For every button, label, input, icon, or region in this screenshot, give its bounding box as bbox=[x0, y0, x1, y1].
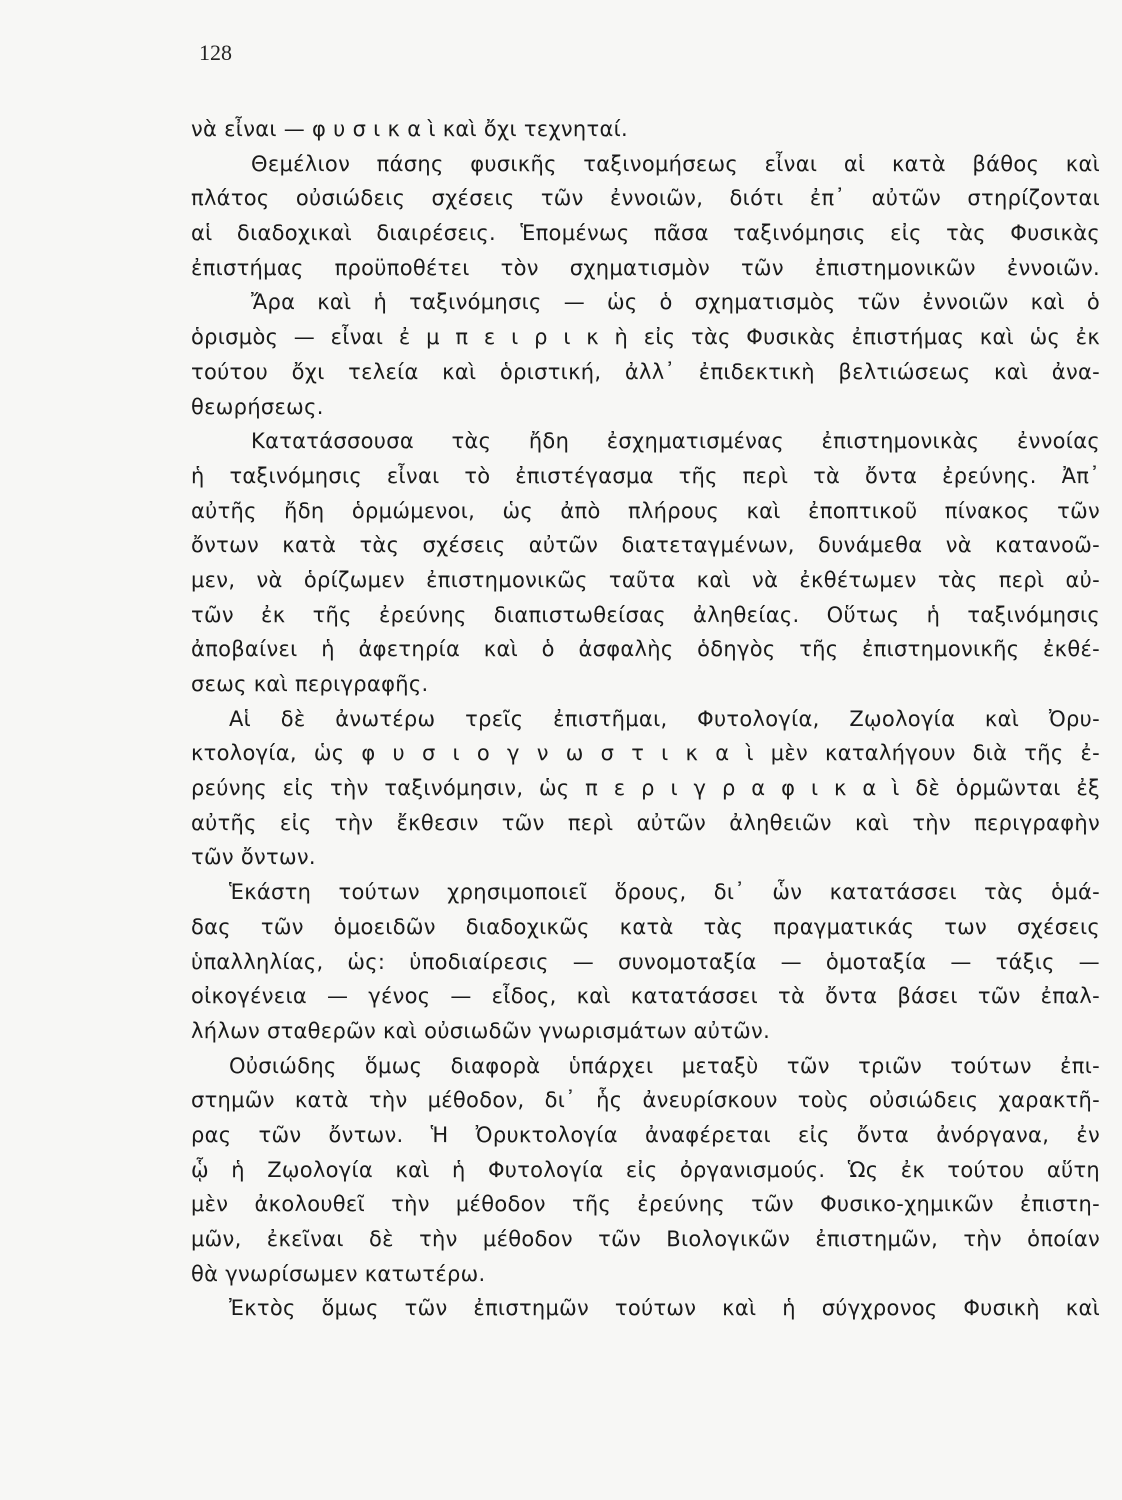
text-line: δας τῶν ὁμοειδῶν διαδοχικῶς κατὰ τὰς πραγματικάς των σχέσεις bbox=[191, 914, 1100, 939]
text-line: αὐτῆς ἤδη ὁρμώμενοι, ὡς ἀπὸ πλήρους καὶ ἐποπτικοῦ πίνακος τῶν bbox=[191, 498, 1100, 523]
text-line: μεν, νὰ ὁρίζωμεν ἐπιστημονικῶς ταῦτα καὶ νὰ ἐκθέτωμεν τὰς περὶ αὐ- bbox=[191, 567, 1100, 592]
text-line: λήλων σταθερῶν καὶ οὐσιωδῶν γνωρισμάτων αὐτῶν. bbox=[191, 1018, 771, 1043]
text-line: ὄντων κατὰ τὰς σχέσεις αὐτῶν διατεταγμένων, δυνάμεθα νὰ κατανοῶ- bbox=[191, 533, 1100, 558]
text-line: Ἄρα καὶ ἡ ταξινόμησις — ὡς ὁ σχηματισμὸς τῶν ἐννοιῶν καὶ ὁ bbox=[251, 290, 1100, 315]
text-line: μὲν ἀκολουθεῖ τὴν μέθοδον τῆς ἐρεύνης τῶν Φυσικο-χημικῶν ἐπιστη- bbox=[191, 1192, 1100, 1217]
text-line: Θεμέλιον πάσης φυσικῆς ταξινομήσεως εἶναι αἱ κατὰ βάθος καὶ bbox=[251, 151, 1100, 176]
text-line: ὁρισμὸς — εἶναι ἐ μ π ε ι ρ ι κ ὴ εἰς τὰς Φυσικὰς ἐπιστήμας καὶ ὡς ἐκ bbox=[191, 325, 1100, 350]
text-line: ᾧ ἡ Ζῳολογία καὶ ἡ Φυτολογία εἰς ὀργανισμούς. Ὡς ἐκ τούτου αὕτη bbox=[191, 1157, 1100, 1182]
text-line: ἡ ταξινόμησις εἶναι τὸ ἐπιστέγασμα τῆς περὶ τὰ ὄντα ἐρεύνης. Ἀπ᾽ bbox=[191, 463, 1100, 488]
text-line: κτολογία, ὡς φ υ σ ι ο γ ν ω σ τ ι κ α ὶ μὲν καταλήγουν διὰ τῆς ἐ- bbox=[191, 741, 1100, 766]
body-text bbox=[191, 112, 1100, 1326]
text-line: ἐπιστήμας προϋποθέτει τὸν σχηματισμὸν τῶν ἐπιστημονικῶν ἐννοιῶν. bbox=[191, 255, 1100, 280]
text-line: θὰ γνωρίσωμεν κατωτέρω. bbox=[191, 1261, 486, 1286]
text-line: Οὐσιώδης ὅμως διαφορὰ ὑπάρχει μεταξὺ τῶν τριῶν τούτων ἐπι- bbox=[229, 1053, 1100, 1078]
text-line: τῶν ἐκ τῆς ἐρεύνης διαπιστωθείσας ἀληθείας. Οὕτως ἡ ταξινόμησις bbox=[191, 602, 1100, 627]
text-line: Κατατάσσουσα τὰς ἤδη ἐσχηματισμένας ἐπιστημονικὰς ἐννοίας bbox=[251, 429, 1100, 454]
text-line: πλάτος οὐσιώδεις σχέσεις τῶν ἐννοιῶν, διότι ἐπ᾽ αὐτῶν στηρίζονται bbox=[191, 186, 1100, 211]
text-line: ὑπαλληλίας, ὡς: ὑποδιαίρεσις — συνομοταξία — ὁμοταξία — τάξις — bbox=[191, 949, 1100, 974]
text-line: Ἐκτὸς ὅμως τῶν ἐπιστημῶν τούτων καὶ ἡ σύγχρονος Φυσικὴ καὶ bbox=[229, 1296, 1100, 1321]
text-line: Αἱ δὲ ἀνωτέρω τρεῖς ἐπιστῆμαι, Φυτολογία, Ζῳολογία καὶ Ὀρυ- bbox=[229, 706, 1100, 731]
text-line: τῶν ὄντων. bbox=[191, 845, 316, 870]
text-line: τούτου ὄχι τελεία καὶ ὁριστική, ἀλλ᾽ ἐπιδεκτικὴ βελτιώσεως καὶ ἀνα- bbox=[191, 359, 1100, 384]
text-line: σεως καὶ περιγραφῆς. bbox=[191, 672, 429, 696]
text-line: Ἑκάστη τούτων χρησιμοποιεῖ ὅρους, δι᾽ ὧν κατατάσσει τὰς ὁμά- bbox=[229, 880, 1100, 905]
text-line: αἱ διαδοχικαὶ διαιρέσεις. Ἑπομένως πᾶσα ταξινόμησις εἰς τὰς Φυσικὰς bbox=[191, 221, 1100, 246]
text-line: ρεύνης εἰς τὴν ταξινόμησιν, ὡς π ε ρ ι γ ρ α φ ι κ α ὶ δὲ ὁρμῶνται ἐξ bbox=[191, 776, 1100, 801]
text-line: μῶν, ἐκεῖναι δὲ τὴν μέθοδον τῶν Βιολογικῶν ἐπιστημῶν, τὴν ὁποίαν bbox=[191, 1227, 1100, 1251]
text-line: ἀποβαίνει ἡ ἀφετηρία καὶ ὁ ἀσφαλὴς ὁδηγὸς τῆς ἐπιστημονικῆς ἐκθέ- bbox=[191, 637, 1100, 662]
text-line: στημῶν κατὰ τὴν μέθοδον, δι᾽ ἧς ἀνευρίσκουν τοὺς οὐσιώδεις χαρακτῆ- bbox=[191, 1088, 1100, 1113]
text-line: ρας τῶν ὄντων. Ἡ Ὀρυκτολογία ἀναφέρεται εἰς ὄντα ἀνόργανα, ἐν bbox=[191, 1122, 1100, 1147]
text-line: θεωρήσεως. bbox=[191, 394, 324, 419]
text-line: αὐτῆς εἰς τὴν ἔκθεσιν τῶν περὶ αὐτῶν ἀληθειῶν καὶ τὴν περιγραφὴν bbox=[191, 810, 1100, 835]
text-line: οἰκογένεια — γένος — εἶδος, καὶ κατατάσσει τὰ ὄντα βάσει τῶν ἐπαλ- bbox=[191, 984, 1100, 1009]
page-number: 128 bbox=[199, 40, 232, 65]
text-line: νὰ εἶναι — φ υ σ ι κ α ὶ καὶ ὄχι τεχνηταί. bbox=[191, 117, 628, 141]
